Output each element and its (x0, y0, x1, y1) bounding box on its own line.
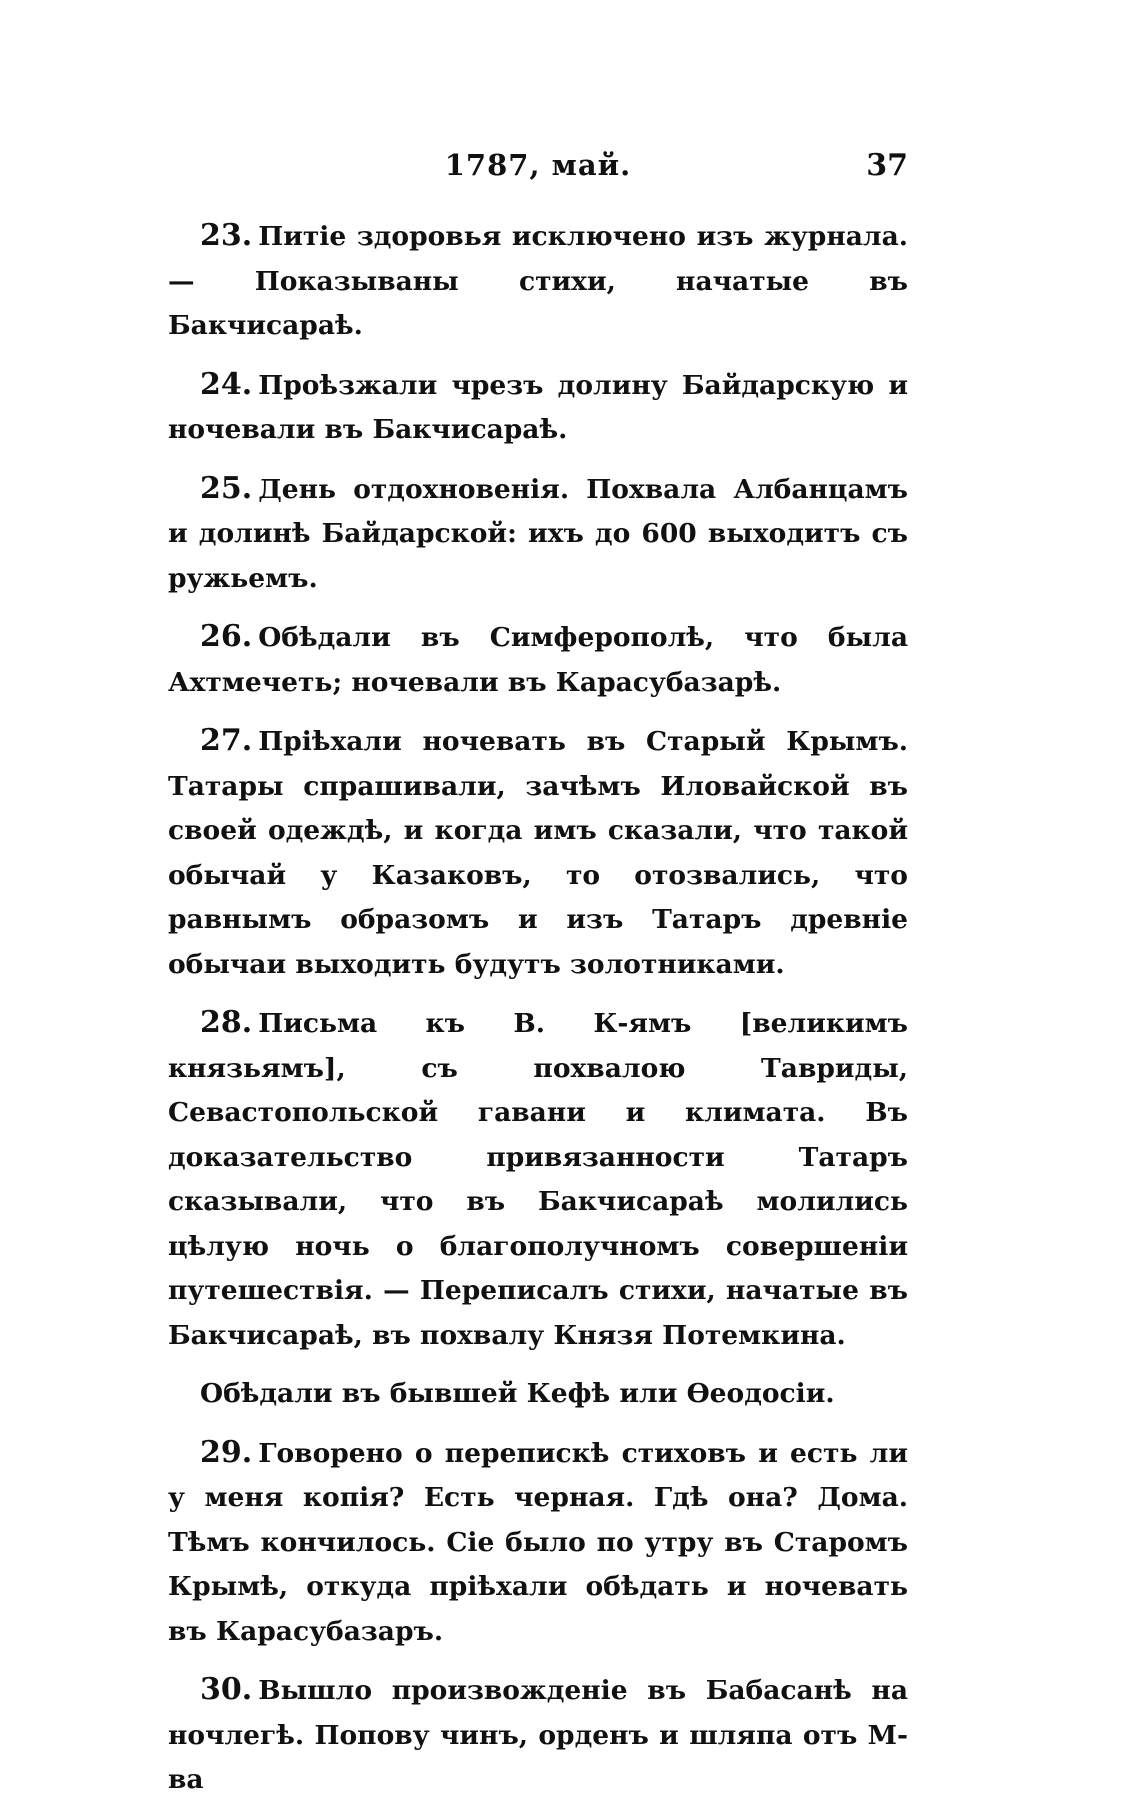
entry-number: 26. (200, 619, 253, 654)
entry-text: Письма къ В. К-ямъ [великимъ князьямъ], съ похвалою Тавриды, Севастопольской гавани и климата. Въ доказательство привязанности Татаръ сказывали, что въ Бакчисараѣ молились цѣлую ночь о благополучномъ совершеніи путешествія. — Переписалъ стихи, начатые въ Бакчисараѣ, въ похвалу Князя Потемкина. (168, 1008, 908, 1351)
book-page (168, 0, 908, 1795)
body-text (168, 214, 908, 1817)
entry-28-continuation (168, 1372, 908, 1417)
page-number: 37 (866, 148, 908, 183)
entry-24 (168, 363, 908, 453)
entry-28 (168, 1001, 908, 1358)
entry-number: 24. (200, 366, 253, 402)
entry-23 (168, 214, 908, 349)
entry-text: Вышло произвожденіе въ Бабасанѣ на ночлегѣ. Попову чинъ, орденъ и шляпа отъ М-ва (168, 1675, 908, 1795)
entry-number: 25. (200, 470, 253, 506)
entry-text: Говорено о перепискѣ стиховъ и есть ли у меня копія? Есть черная. Гдѣ она? Дома. Тѣмъ кончилось. Сіе было по утру въ Старомъ Крымѣ, откуда пріѣхали обѣдать и ночевать въ Карасубазаръ. (168, 1437, 908, 1647)
entry-27 (168, 719, 908, 987)
entry-number: 30. (200, 1672, 253, 1707)
entry-number: 28. (200, 1005, 253, 1040)
entry-26 (168, 615, 908, 705)
entry-text: Проѣзжали чрезъ долину Байдарскую и ночевали въ Бакчисараѣ. (168, 369, 908, 445)
running-header (168, 148, 908, 188)
entry-text: Обѣдали въ бывшей Кефѣ или Өеодосіи. (200, 1378, 835, 1409)
entry-number: 29. (200, 1434, 253, 1470)
entry-text: Пріѣхали ночевать въ Старый Крымъ. Татары спрашивали, зачѣмъ Иловайской въ своей одеждѣ, и когда имъ сказали, что такой обычай у Казаковъ, то отозвались, что равнымъ образомъ и изъ Татаръ древніе обычаи выходить будутъ золотниками. (168, 726, 908, 980)
entry-30 (168, 1668, 908, 1803)
entry-25 (168, 467, 908, 602)
header-title: 1787, май. (444, 148, 632, 182)
entry-text: Питіе здоровья исключено изъ журнала. — Показываны стихи, начатые въ Бакчисараѣ. (168, 221, 908, 341)
entry-text: Обѣдали въ Симферополѣ, что была Ахтмечеть; ночевали въ Карасубазарѣ. (168, 622, 908, 698)
entry-text: День отдохновенія. Похвала Албанцамъ и долинѣ Байдарской: ихъ до 600 выходитъ съ ружьемъ. (168, 473, 908, 594)
entry-29 (168, 1431, 908, 1655)
entry-number: 23. (200, 218, 253, 253)
entry-number: 27. (200, 723, 253, 758)
